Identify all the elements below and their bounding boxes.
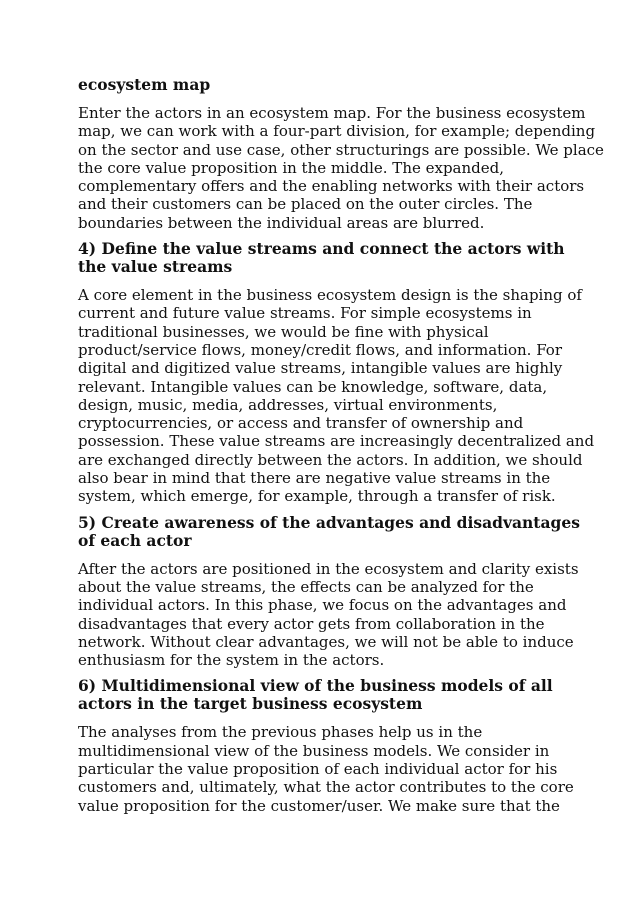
section-multidimensional-view [78,676,574,815]
heading-line: the value streams [78,257,233,277]
paragraph-line: system, which emerge, for example, through a transfer of risk. [78,487,556,506]
paragraph-line: design, music, media, addresses, virtual environments, [78,395,498,414]
section-paragraph [78,723,574,815]
paragraph-line: current and future value streams. For simple ecosystems in [78,304,532,323]
paragraph-line: possession. These value streams are increasingly decentralized and [78,432,595,451]
paragraph-line: The analyses from the previous phases help us in the [78,723,483,742]
paragraph-line: particular the value proposition of each individual actor for his [78,760,558,779]
heading-line: actors in the target business ecosystem [78,694,423,714]
paragraph-line: traditional businesses, we would be fine with physical [78,322,489,341]
paragraph-line: are exchanged directly between the actors. In addition, we should [78,450,583,469]
paragraph-line: value proposition for the customer/user. We make sure that the [78,796,560,815]
paragraph-line: map, we can work with a four-part division, for example; depending [78,122,596,141]
paragraph-line: boundaries between the individual areas are blurred. [78,213,485,232]
paragraph-line: A core element in the business ecosystem design is the shaping of [78,286,582,305]
section-paragraph [78,104,604,232]
paragraph-line: product/service flows, money/credit flows, and information. For [78,340,562,359]
paragraph-line: disadvantages that every actor gets from collaboration in the [78,614,545,633]
section-heading [78,76,564,94]
paragraph-line: relevant. Intangible values can be knowledge, software, data, [78,377,548,396]
paragraph-line: customers and, ultimately, what the actor contributes to the core [78,778,574,797]
section-advantages [78,512,580,670]
paragraph-line: individual actors. In this phase, we focus on the advantages and [78,596,567,615]
section-paragraph [78,559,579,670]
paragraph-line: on the sector and use case, other structurings are possible. We place [78,140,604,159]
paragraph-line: also bear in mind that there are negative value streams in the [78,469,551,488]
paragraph-line: enthusiasm for the system in the actors. [78,651,385,670]
section-paragraph [78,286,595,506]
heading-line: 5) Create awareness of the advantages and disadvantages [78,512,580,532]
paragraph-line: cryptocurrencies, or access and transfer of ownership and [78,414,524,433]
paragraph-line: about the value streams, the effects can be analyzed for the [78,577,534,596]
section-ecosystem-map [78,75,604,232]
heading-line: of each actor [78,530,192,550]
paragraph-line: complementary offers and the enabling networks with their actors [78,177,585,196]
paragraph-line: network. Without clear advantages, we will not be able to induce [78,632,574,651]
section-heading [78,240,564,276]
paragraph-line: the core value proposition in the middle. The expanded, [78,158,505,177]
paragraph-line: multidimensional view of the business models. We consider in [78,741,550,760]
paragraph-line: digital and digitized value streams, intangible values are highly [78,359,563,378]
section-heading [78,512,580,550]
heading-line: ecosystem map [78,75,211,94]
paragraph-line: Enter the actors in an ecosystem map. For the business ecosystem [78,104,586,122]
heading-line: 4) Define the value streams and connect the actors with [78,239,565,259]
heading-line: 6) Multidimensional view of the business models of all [78,676,553,696]
section-heading [78,677,564,713]
paragraph-line: After the actors are positioned in the ecosystem and clarity exists [78,559,579,578]
document-page [78,75,604,815]
paragraph-line: and their customers can be placed on the outer circles. The [78,195,533,214]
section-value-streams [78,239,595,506]
